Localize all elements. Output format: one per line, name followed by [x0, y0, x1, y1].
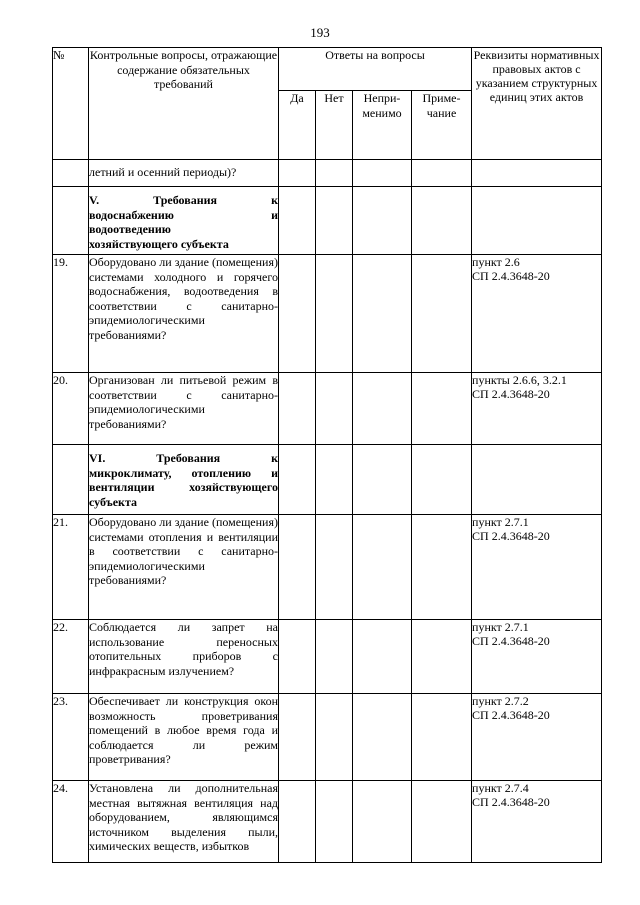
answer-not-applicable-cell[interactable]: [353, 187, 412, 255]
answer-not-applicable-cell[interactable]: [353, 160, 412, 187]
row-requisites: [472, 445, 602, 515]
row-requisites: [472, 694, 602, 781]
table-row: [53, 781, 602, 863]
header-yes: Да: [279, 91, 316, 160]
row-question: Оборудовано ли здание (помещения) системами холодного и горячего водоснабжения, водоотведения в соответствии с санитарно-эпидемиологическими требованиями?: [89, 255, 279, 373]
header-number: №: [53, 48, 89, 160]
answer-yes-cell[interactable]: [279, 515, 316, 620]
row-question: летний и осенний периоды)?: [89, 160, 279, 187]
row-question: Оборудовано ли здание (помещения) системами отопления и вентиляции в соответствии с санитарно-эпидемиологическими требованиями?: [89, 515, 279, 620]
header-note: [412, 91, 472, 160]
row-number: 21.: [53, 515, 89, 620]
requisite-clause: пункт 2.6: [472, 255, 520, 269]
answer-note-cell[interactable]: [412, 187, 472, 255]
section-row: [53, 445, 602, 515]
page-number: 193: [310, 25, 330, 40]
answer-no-cell[interactable]: [316, 187, 353, 255]
answer-not-applicable-cell[interactable]: [353, 255, 412, 373]
row-question: Соблюдается ли запрет на использование переносных отопительных приборов с инфракрасным излучением?: [89, 620, 279, 694]
section-heading-line: микроклимату, отоплению и: [89, 465, 278, 480]
row-requisites: [472, 187, 602, 255]
header-requisites: Реквизиты нормативных правовых актов с указанием структурных единиц этих актов: [472, 48, 602, 160]
table-row: [53, 620, 602, 694]
row-number: 19.: [53, 255, 89, 373]
row-requisites: [472, 373, 602, 445]
answer-yes-cell[interactable]: [279, 160, 316, 187]
answer-yes-cell[interactable]: [279, 781, 316, 863]
requisite-act: СП 2.4.3648-20: [472, 795, 550, 809]
header-note-line2: чание: [426, 105, 457, 120]
answer-no-cell[interactable]: [316, 445, 353, 515]
row-requisites: [472, 255, 602, 373]
header-answers-group: Ответы на вопросы: [279, 48, 472, 91]
row-requisites: [472, 515, 602, 620]
row-requisites: [472, 160, 602, 187]
requisite-clause: пункт 2.7.1: [472, 515, 529, 529]
section-heading: [89, 187, 279, 255]
row-requisites: [472, 620, 602, 694]
answer-no-cell[interactable]: [316, 694, 353, 781]
requisite-act: СП 2.4.3648-20: [472, 634, 550, 648]
row-question: Организован ли питьевой режим в соответствии с санитарно-эпидемиологическими требованиями?: [89, 373, 279, 445]
requisite-act: СП 2.4.3648-20: [472, 387, 550, 401]
table-row: [53, 373, 602, 445]
answer-note-cell[interactable]: [412, 160, 472, 187]
answer-not-applicable-cell[interactable]: [353, 694, 412, 781]
requisite-clause: пункт 2.7.2: [472, 694, 529, 708]
answer-no-cell[interactable]: [316, 255, 353, 373]
requisite-clause: пункты 2.6.6, 3.2.1: [472, 373, 567, 387]
answer-not-applicable-cell[interactable]: [353, 781, 412, 863]
row-question: Установлена ли дополнительная местная вытяжная вентиляция над оборудованием, являющимся источником выделения пыли, химических веществ, избытков: [89, 781, 279, 863]
row-question: Обеспечивает ли конструкция окон возможность проветривания помещений в любое время года и соблюдается ли режим проветривания?: [89, 694, 279, 781]
row-number: 20.: [53, 373, 89, 445]
answer-no-cell[interactable]: [316, 515, 353, 620]
answer-yes-cell[interactable]: [279, 694, 316, 781]
header-not-applicable-line2: менимо: [362, 105, 402, 120]
row-number: 24.: [53, 781, 89, 863]
checklist-table: [52, 47, 602, 863]
header-question: Контрольные вопросы, отражающие содержание обязательных требований: [89, 48, 279, 160]
section-row: [53, 187, 602, 255]
header-not-applicable: [353, 91, 412, 160]
section-heading-line: VI. Требования к: [89, 451, 278, 465]
header-note-line1: Приме-: [422, 91, 461, 105]
answer-no-cell[interactable]: [316, 160, 353, 187]
section-heading-line: V. Требования к: [89, 193, 278, 207]
answer-note-cell[interactable]: [412, 620, 472, 694]
answer-yes-cell[interactable]: [279, 445, 316, 515]
answer-note-cell[interactable]: [412, 373, 472, 445]
answer-note-cell[interactable]: [412, 255, 472, 373]
header-not-applicable-line1: Непри-: [363, 91, 401, 105]
section-heading-line: водоотведению: [89, 222, 171, 236]
requisite-clause: пункт 2.7.1: [472, 620, 529, 634]
answer-no-cell[interactable]: [316, 620, 353, 694]
answer-no-cell[interactable]: [316, 781, 353, 863]
answer-yes-cell[interactable]: [279, 373, 316, 445]
requisite-act: СП 2.4.3648-20: [472, 269, 550, 283]
answer-note-cell[interactable]: [412, 445, 472, 515]
answer-not-applicable-cell[interactable]: [353, 620, 412, 694]
row-number: 23.: [53, 694, 89, 781]
answer-yes-cell[interactable]: [279, 255, 316, 373]
answer-not-applicable-cell[interactable]: [353, 445, 412, 515]
section-heading-line: хозяйствующего субъекта: [89, 236, 229, 251]
table-row: [53, 694, 602, 781]
requisite-act: СП 2.4.3648-20: [472, 708, 550, 722]
table-header: [53, 48, 602, 160]
answer-not-applicable-cell[interactable]: [353, 515, 412, 620]
row-number: 22.: [53, 620, 89, 694]
table-row: [53, 515, 602, 620]
answer-note-cell[interactable]: [412, 694, 472, 781]
section-heading-line: водоснабжению и: [89, 207, 278, 222]
answer-yes-cell[interactable]: [279, 187, 316, 255]
answer-no-cell[interactable]: [316, 373, 353, 445]
table-row: [53, 160, 602, 187]
requisite-act: СП 2.4.3648-20: [472, 529, 550, 543]
row-requisites: [472, 781, 602, 863]
answer-not-applicable-cell[interactable]: [353, 373, 412, 445]
row-number: [53, 187, 89, 255]
answer-yes-cell[interactable]: [279, 620, 316, 694]
section-heading-line: вентиляции хозяйствующего: [89, 480, 278, 494]
row-number: [53, 160, 89, 187]
table-row: [53, 255, 602, 373]
requisite-clause: пункт 2.7.4: [472, 781, 529, 795]
row-number: [53, 445, 89, 515]
section-heading-line: субъекта: [89, 494, 137, 509]
section-heading: [89, 445, 279, 515]
answer-note-cell[interactable]: [412, 515, 472, 620]
header-no: Нет: [316, 91, 353, 160]
answer-note-cell[interactable]: [412, 781, 472, 863]
